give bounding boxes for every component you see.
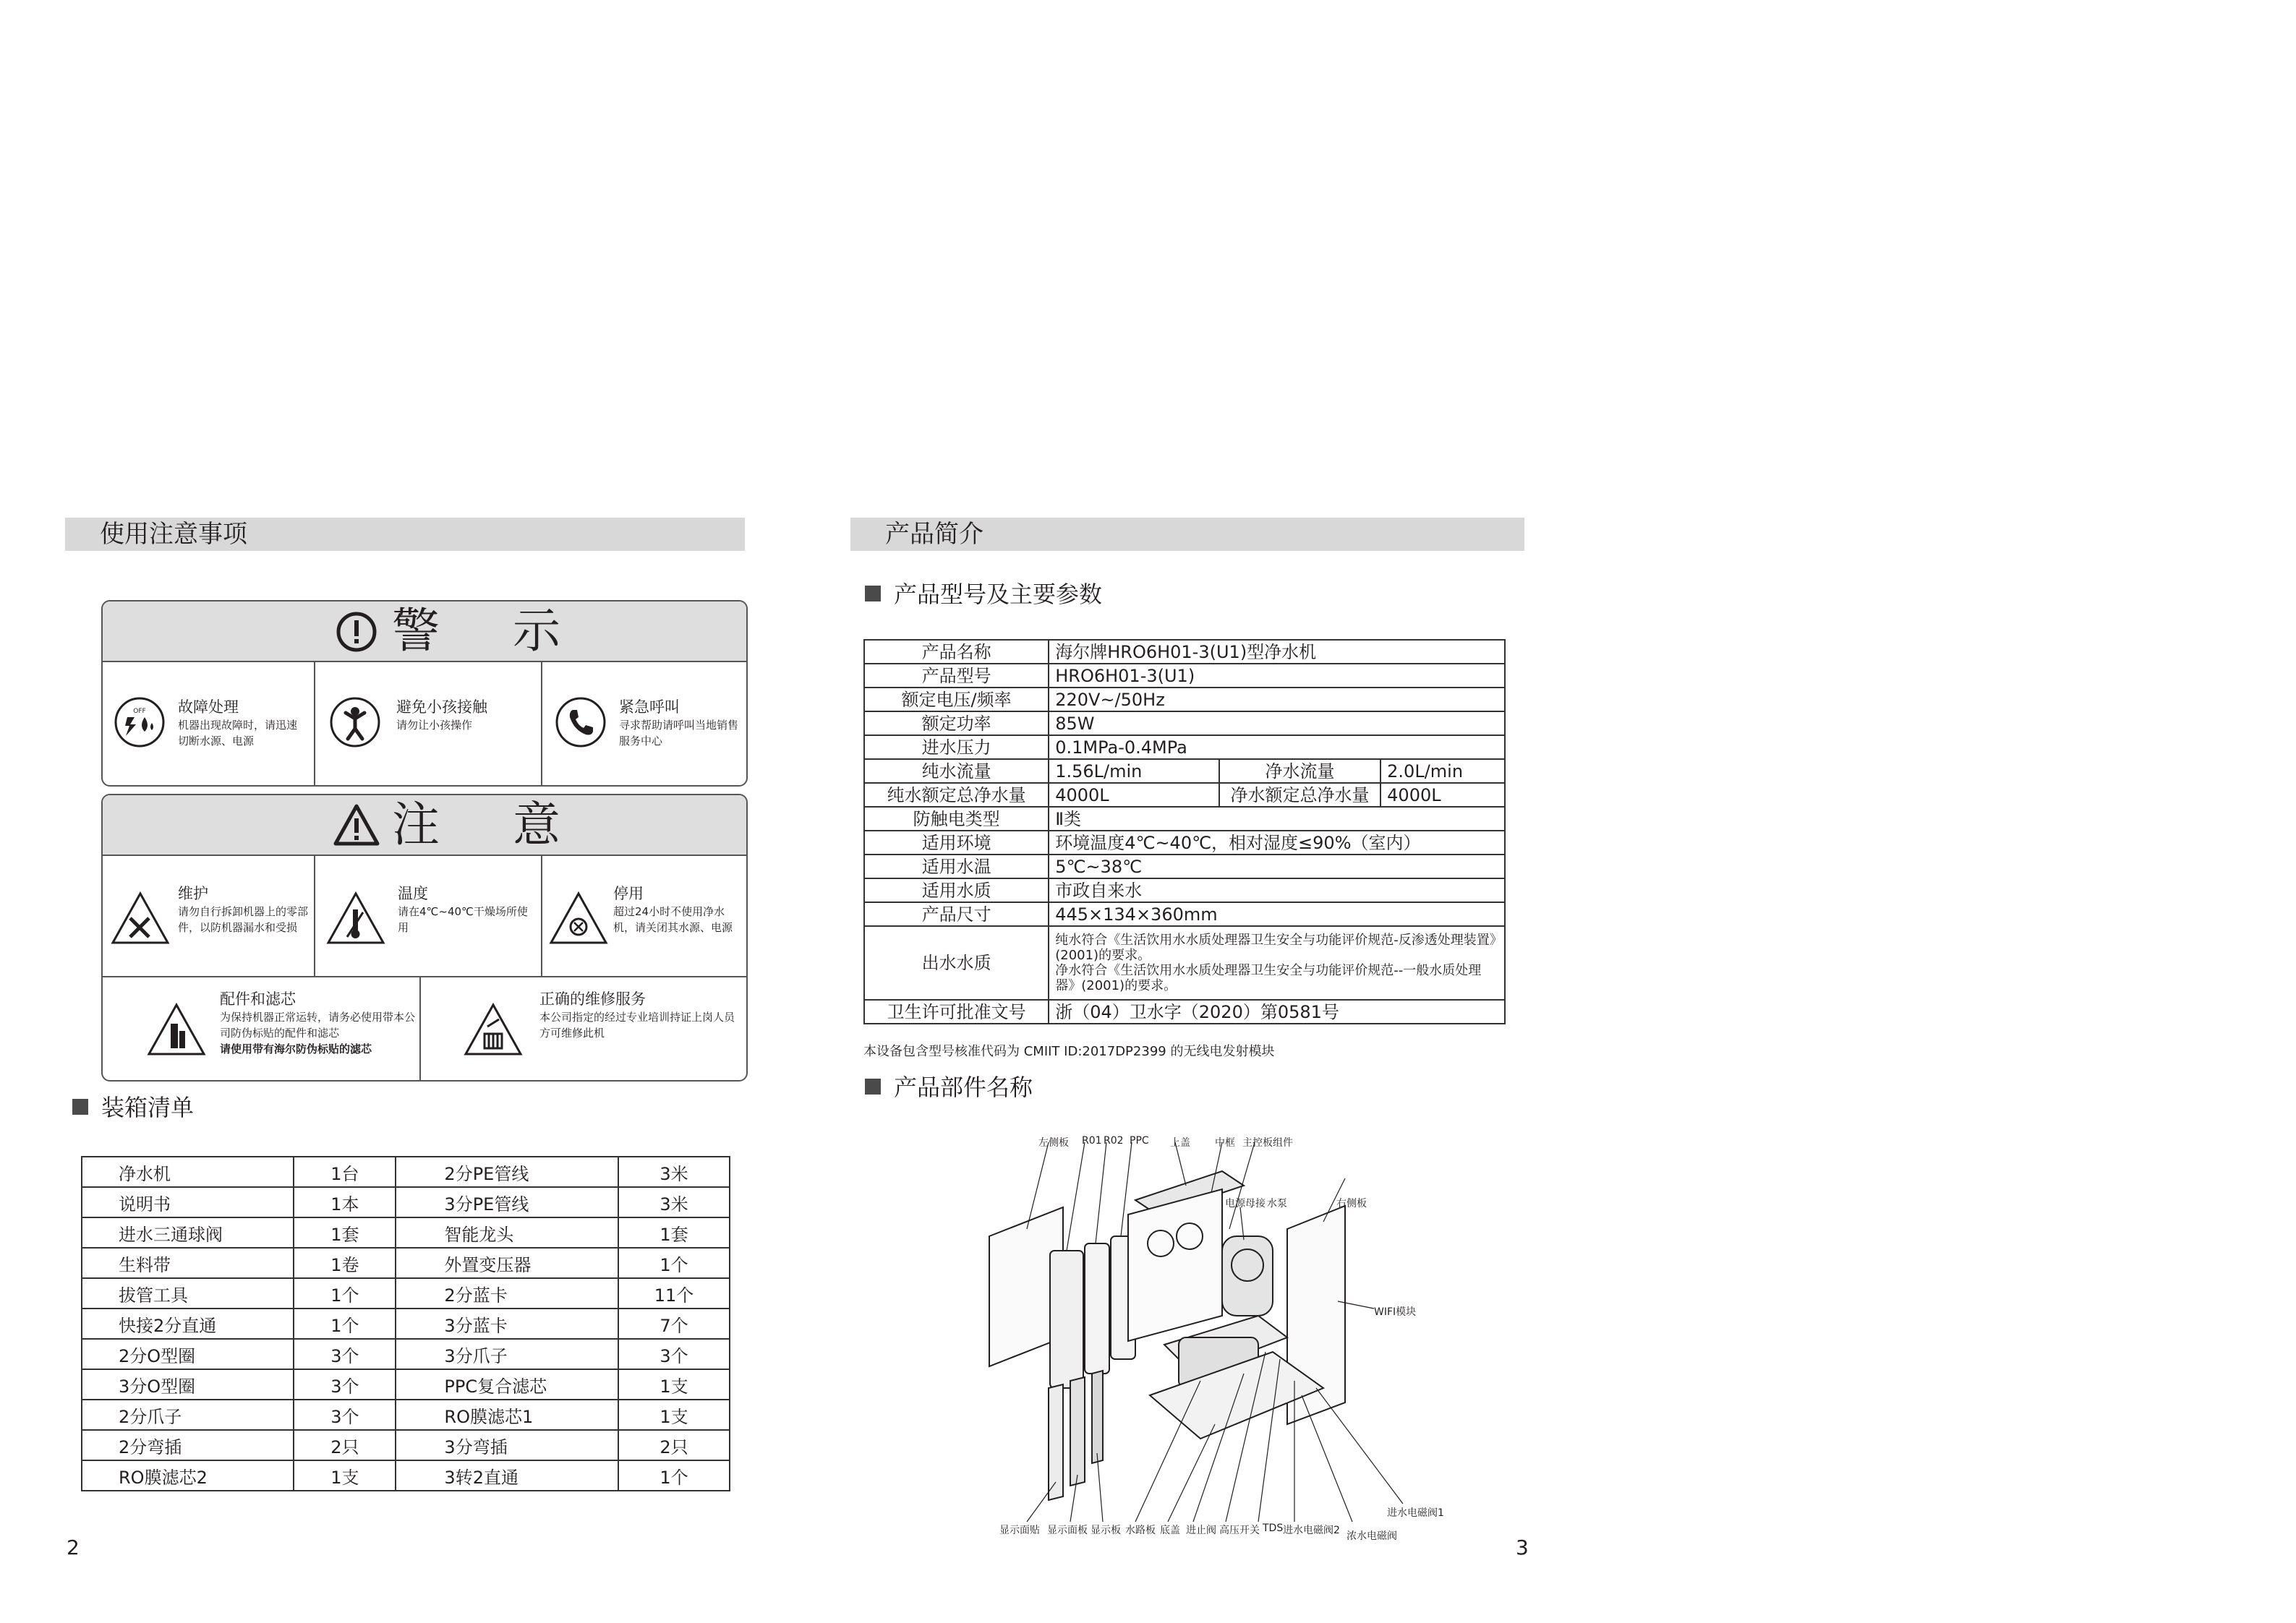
outflow-text-2: 净水符合《生活饮用水水质处理器卫生安全与功能评价规范--一般水质处理器》(2001)的要求。 bbox=[1055, 963, 1482, 993]
table-cell: 3个 bbox=[294, 1339, 396, 1369]
parts-heading bbox=[865, 1073, 1033, 1102]
table-row bbox=[864, 902, 1505, 926]
table-cell: 3米 bbox=[618, 1187, 730, 1217]
caution-item-stop bbox=[542, 856, 748, 976]
params-title: 产品型号及主要参数 bbox=[894, 581, 1103, 608]
table-cell: 产品尺寸 bbox=[864, 902, 1049, 926]
part-label: PPC bbox=[1130, 1135, 1149, 1147]
warning-header bbox=[103, 601, 746, 662]
table-cell: 净水额定总净水量 bbox=[1219, 783, 1380, 807]
parts-title: 产品部件名称 bbox=[894, 1074, 1033, 1101]
warning-item-text: 寻求帮助请呼叫当地销售服务中心 bbox=[619, 719, 739, 748]
table-row bbox=[864, 878, 1505, 902]
left-page-number: 2 bbox=[67, 1536, 80, 1559]
packing-title: 装箱清单 bbox=[101, 1094, 195, 1121]
table-cell: 浙（04）卫水字（2020）第0581号 bbox=[1049, 1000, 1505, 1024]
table-cell: 纯水额定总净水量 bbox=[864, 783, 1049, 807]
table-cell: 2.0L/min bbox=[1380, 759, 1505, 783]
part-label: 高压开关 bbox=[1219, 1525, 1260, 1536]
packing-table bbox=[81, 1156, 730, 1491]
table-row bbox=[864, 1000, 1505, 1024]
thermometer-warning-icon bbox=[325, 891, 386, 946]
table-row bbox=[82, 1339, 730, 1369]
caution-item-title: 正确的维修服务 bbox=[539, 990, 646, 1008]
table-cell: 适用环境 bbox=[864, 831, 1049, 855]
caution-item-text: 超过24小时不使用净水机，请关闭其水源、电源 bbox=[613, 905, 733, 934]
table-cell: 1个 bbox=[618, 1460, 730, 1491]
part-label: WIFI模块 bbox=[1374, 1306, 1417, 1318]
table-cell: 3米 bbox=[618, 1157, 730, 1187]
table-cell: 5℃~38℃ bbox=[1049, 855, 1505, 878]
table-cell: 1个 bbox=[294, 1309, 396, 1339]
table-cell: 3转2直通 bbox=[396, 1460, 618, 1491]
part-label: 底盖 bbox=[1160, 1525, 1180, 1536]
warning-item-title: 避免小孩接触 bbox=[396, 698, 487, 716]
table-cell: 出水水质 bbox=[864, 926, 1049, 1000]
table-cell: 1套 bbox=[294, 1217, 396, 1248]
table-cell: 环境温度4℃~40℃，相对湿度≤90%（室内） bbox=[1049, 831, 1505, 855]
caution-item-bold-text: 请使用带有海尔防伪标贴的滤芯 bbox=[220, 1042, 372, 1055]
table-cell: 1支 bbox=[618, 1400, 730, 1430]
table-row bbox=[82, 1278, 730, 1309]
table-cell: 2只 bbox=[294, 1430, 396, 1460]
warning-item-child bbox=[315, 662, 542, 785]
part-label: R02 bbox=[1104, 1135, 1124, 1147]
table-cell: 1套 bbox=[618, 1217, 730, 1248]
phone-icon bbox=[554, 695, 607, 749]
table-row bbox=[82, 1309, 730, 1339]
table-cell: 进水压力 bbox=[864, 735, 1049, 759]
part-label: 上盖 bbox=[1170, 1137, 1190, 1149]
table-cell: 1支 bbox=[618, 1369, 730, 1400]
table-cell: PPC复合滤芯 bbox=[396, 1369, 618, 1400]
table-row bbox=[864, 783, 1505, 807]
part-label: 左侧板 bbox=[1038, 1137, 1069, 1149]
caution-header bbox=[103, 795, 746, 856]
table-cell: 0.1MPa-0.4MPa bbox=[1049, 735, 1505, 759]
table-cell: 3分O型圈 bbox=[82, 1369, 294, 1400]
table-cell: 1.56L/min bbox=[1049, 759, 1219, 783]
warning-item-text: 机器出现故障时，请迅速切断水源、电源 bbox=[178, 719, 298, 748]
table-cell: 防触电类型 bbox=[864, 807, 1049, 831]
caution-item-parts bbox=[103, 977, 421, 1082]
table-cell: 快接2分直通 bbox=[82, 1309, 294, 1339]
warning-box bbox=[101, 600, 748, 787]
table-cell: 3个 bbox=[618, 1339, 730, 1369]
table-cell: 生料带 bbox=[82, 1248, 294, 1278]
part-label: 浓水电磁阀 bbox=[1347, 1530, 1397, 1542]
table-cell: 1台 bbox=[294, 1157, 396, 1187]
table-row bbox=[864, 688, 1505, 711]
table-row bbox=[82, 1400, 730, 1430]
table-cell: 1卷 bbox=[294, 1248, 396, 1278]
caution-item-title: 停用 bbox=[613, 885, 644, 902]
table-cell: 7个 bbox=[618, 1309, 730, 1339]
square-bullet-icon bbox=[72, 1099, 88, 1115]
caution-title: 注 意 bbox=[392, 797, 589, 852]
table-cell: 市政自来水 bbox=[1049, 878, 1505, 902]
part-label: 电源母接 bbox=[1225, 1198, 1266, 1209]
table-cell: 4000L bbox=[1049, 783, 1219, 807]
table-cell: 纯水流量 bbox=[864, 759, 1049, 783]
caution-item-text: 请勿自行拆卸机器上的零部件，以防机器漏水和受损 bbox=[178, 905, 309, 934]
outflow-text-1: 纯水符合《生活饮用水水质处理器卫生安全与功能评价规范-反渗透处理装置》(2001)的要求。 bbox=[1055, 933, 1496, 963]
caution-item-temperature bbox=[315, 856, 542, 976]
warning-title: 警 示 bbox=[392, 603, 589, 659]
table-cell: 说明书 bbox=[82, 1187, 294, 1217]
parts-exploded-diagram bbox=[983, 1121, 1490, 1547]
table-row bbox=[864, 831, 1505, 855]
square-bullet-icon bbox=[865, 1079, 881, 1095]
caution-item-title: 配件和滤芯 bbox=[220, 990, 296, 1008]
table-cell: 2分爪子 bbox=[82, 1400, 294, 1430]
part-label: 进水电磁阀1 bbox=[1387, 1507, 1444, 1519]
right-section-bar bbox=[850, 518, 1524, 551]
table-row bbox=[864, 711, 1505, 735]
table-cell: 4000L bbox=[1380, 783, 1505, 807]
table-cell: 445×134×360mm bbox=[1049, 902, 1505, 926]
exclamation-circle-icon bbox=[336, 611, 377, 653]
caution-item-title: 维护 bbox=[178, 885, 208, 902]
table-cell: 1个 bbox=[618, 1248, 730, 1278]
table-cell: 额定电压/频率 bbox=[864, 688, 1049, 711]
table-cell: 适用水质 bbox=[864, 878, 1049, 902]
table-row bbox=[82, 1430, 730, 1460]
part-label: 显示面贴 bbox=[999, 1525, 1040, 1536]
right-section-title: 产品简介 bbox=[885, 520, 983, 549]
table-cell: 3个 bbox=[294, 1369, 396, 1400]
table-row bbox=[82, 1157, 730, 1187]
warning-item-emergency bbox=[542, 662, 748, 785]
table-cell: 11个 bbox=[618, 1278, 730, 1309]
part-label: 显示板 bbox=[1091, 1525, 1121, 1536]
table-cell: HRO6H01-3(U1) bbox=[1049, 664, 1505, 688]
table-cell: 净水机 bbox=[82, 1157, 294, 1187]
table-cell: 产品型号 bbox=[864, 664, 1049, 688]
table-cell: 2分PE管线 bbox=[396, 1157, 618, 1187]
caution-row-top bbox=[103, 856, 748, 977]
table-row bbox=[82, 1248, 730, 1278]
caution-item-text: 为保持机器正常运转，请务必使用带本公司防伪标贴的配件和滤芯 bbox=[220, 1011, 416, 1040]
packing-heading bbox=[72, 1093, 194, 1122]
caution-item-text: 请在4℃~40℃干燥场所使用 bbox=[398, 905, 528, 934]
params-heading bbox=[865, 580, 1102, 609]
table-cell: RO膜滤芯1 bbox=[396, 1400, 618, 1430]
table-cell: 2只 bbox=[618, 1430, 730, 1460]
table-cell: 1本 bbox=[294, 1187, 396, 1217]
part-label: TDS bbox=[1263, 1523, 1284, 1534]
table-row bbox=[864, 855, 1505, 878]
stop-warning-icon bbox=[548, 891, 609, 946]
table-row bbox=[864, 735, 1505, 759]
part-label: 中框 bbox=[1215, 1137, 1235, 1149]
table-cell: 2分弯插 bbox=[82, 1430, 294, 1460]
table-row bbox=[82, 1187, 730, 1217]
warning-item-title: 故障处理 bbox=[178, 698, 239, 716]
repair-warning-icon bbox=[463, 1002, 524, 1057]
warning-item-fault bbox=[103, 662, 315, 785]
part-label: 进水电磁阀2 bbox=[1283, 1525, 1340, 1536]
right-page-number: 3 bbox=[1516, 1536, 1529, 1559]
table-cell: 拔管工具 bbox=[82, 1278, 294, 1309]
table-cell: 3分PE管线 bbox=[396, 1187, 618, 1217]
caution-item-text: 本公司指定的经过专业培训持证上岗人员方可维修此机 bbox=[539, 1011, 735, 1040]
child-icon bbox=[328, 695, 382, 749]
table-row bbox=[864, 759, 1505, 783]
table-cell: 净水流量 bbox=[1219, 759, 1380, 783]
table-cell: 卫生许可批准文号 bbox=[864, 1000, 1049, 1024]
table-row bbox=[864, 926, 1505, 1000]
left-section-title: 使用注意事项 bbox=[100, 520, 247, 549]
table-cell: 220V~/50Hz bbox=[1049, 688, 1505, 711]
caution-item-service bbox=[421, 977, 748, 1082]
table-cell: 85W bbox=[1049, 711, 1505, 735]
table-cell: 智能龙头 bbox=[396, 1217, 618, 1248]
params-table bbox=[863, 639, 1506, 1024]
table-cell: 3分爪子 bbox=[396, 1339, 618, 1369]
part-label: R01 bbox=[1082, 1135, 1102, 1147]
cmiit-note: 本设备包含型号核准代码为 CMIIT ID:2017DP2399 的无线电发射模块 bbox=[863, 1044, 1275, 1059]
table-row bbox=[864, 664, 1505, 688]
tools-warning-icon bbox=[110, 891, 171, 946]
part-label: 水路板 bbox=[1125, 1525, 1156, 1536]
table-row bbox=[864, 640, 1505, 664]
square-bullet-icon bbox=[865, 586, 881, 601]
table-cell: 额定功率 bbox=[864, 711, 1049, 735]
table-cell: 适用水温 bbox=[864, 855, 1049, 878]
table-cell: 3分蓝卡 bbox=[396, 1309, 618, 1339]
table-cell: 3个 bbox=[294, 1400, 396, 1430]
table-row bbox=[82, 1369, 730, 1400]
table-cell: 1支 bbox=[294, 1460, 396, 1491]
table-cell bbox=[1049, 926, 1505, 1000]
part-label: 水泵 bbox=[1267, 1198, 1287, 1209]
caution-item-maintenance bbox=[103, 856, 315, 976]
filter-warning-icon bbox=[146, 1002, 207, 1057]
table-row bbox=[864, 807, 1505, 831]
table-cell: 2分蓝卡 bbox=[396, 1278, 618, 1309]
table-row bbox=[82, 1460, 730, 1491]
table-cell: 3分弯插 bbox=[396, 1430, 618, 1460]
caution-box bbox=[101, 794, 748, 1082]
warning-item-text: 请勿让小孩操作 bbox=[396, 719, 473, 732]
table-cell: 1个 bbox=[294, 1278, 396, 1309]
part-label: 右侧板 bbox=[1336, 1198, 1367, 1209]
part-label: 显示面板 bbox=[1047, 1525, 1088, 1536]
table-cell: 2分O型圈 bbox=[82, 1339, 294, 1369]
table-cell: Ⅱ类 bbox=[1049, 807, 1505, 831]
warning-triangle-icon bbox=[333, 802, 380, 847]
table-cell: 外置变压器 bbox=[396, 1248, 618, 1278]
svg-text:OFF: OFF bbox=[133, 708, 146, 715]
table-cell: 海尔牌HRO6H01-3(U1)型净水机 bbox=[1049, 640, 1505, 664]
table-row bbox=[82, 1217, 730, 1248]
table-cell: 产品名称 bbox=[864, 640, 1049, 664]
table-cell: 进水三通球阀 bbox=[82, 1217, 294, 1248]
warning-item-title: 紧急呼叫 bbox=[619, 698, 680, 716]
table-cell: RO膜滤芯2 bbox=[82, 1460, 294, 1491]
part-label: 主控板组件 bbox=[1242, 1137, 1293, 1149]
part-label: 进止阀 bbox=[1186, 1525, 1216, 1536]
caution-item-title: 温度 bbox=[398, 885, 428, 902]
left-section-bar bbox=[65, 518, 745, 551]
power-off-icon bbox=[113, 695, 166, 749]
